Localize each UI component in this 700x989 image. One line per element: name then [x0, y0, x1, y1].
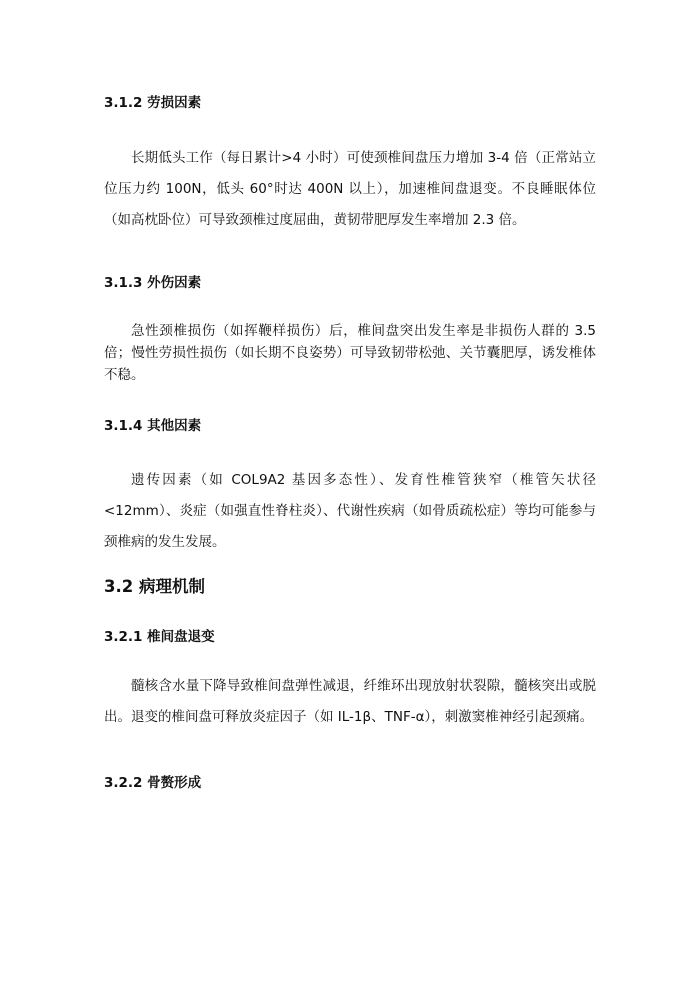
paragraph-disc-degeneration: 髓核含水量下降导致椎间盘弹性减退，纤维环出现放射状裂隙，髓核突出或脱出。退变的椎间盘可释放炎症因子（如 IL-1β、TNF-α），刺激窦椎神经引起颈痛。 [104, 678, 596, 725]
heading-3-2-1: 3.2.1 椎间盘退变 [104, 629, 215, 645]
paragraph-other-factors: 遗传因素（如 COL9A2 基因多态性）、发育性椎管狭窄（椎管矢状径<12mm）、炎症（如强直性脊柱炎）、代谢性疾病（如骨质疏松症）等均可能参与颈椎病的发生发展。 [104, 472, 596, 550]
paragraph-overwork-factors: 长期低头工作（每日累计>4 小时）可使颈椎间盘压力增加 3-4 倍（正常站立位压力约 100N，低头 60°时达 400N 以上），加速椎间盘退变。不良睡眠体位（如高枕卧位）可导致颈椎过度屈曲，黄韧带肥厚发生率增加 2.3 倍。 [104, 150, 596, 228]
heading-3-1-4: 3.1.4 其他因素 [104, 418, 202, 434]
heading-3-2-2: 3.2.2 骨赘形成 [104, 775, 202, 791]
heading-3-2: 3.2 病理机制 [104, 577, 205, 596]
paragraph-trauma-factors: 急性颈椎损伤（如挥鞭样损伤）后，椎间盘突出发生率是非损伤人群的 3.5 倍；慢性劳损性损伤（如长期不良姿势）可导致韧带松弛、关节囊肥厚，诱发椎体不稳。 [104, 323, 596, 383]
heading-3-1-2: 3.1.2 劳损因素 [104, 95, 202, 111]
heading-3-1-3: 3.1.3 外伤因素 [104, 275, 202, 291]
